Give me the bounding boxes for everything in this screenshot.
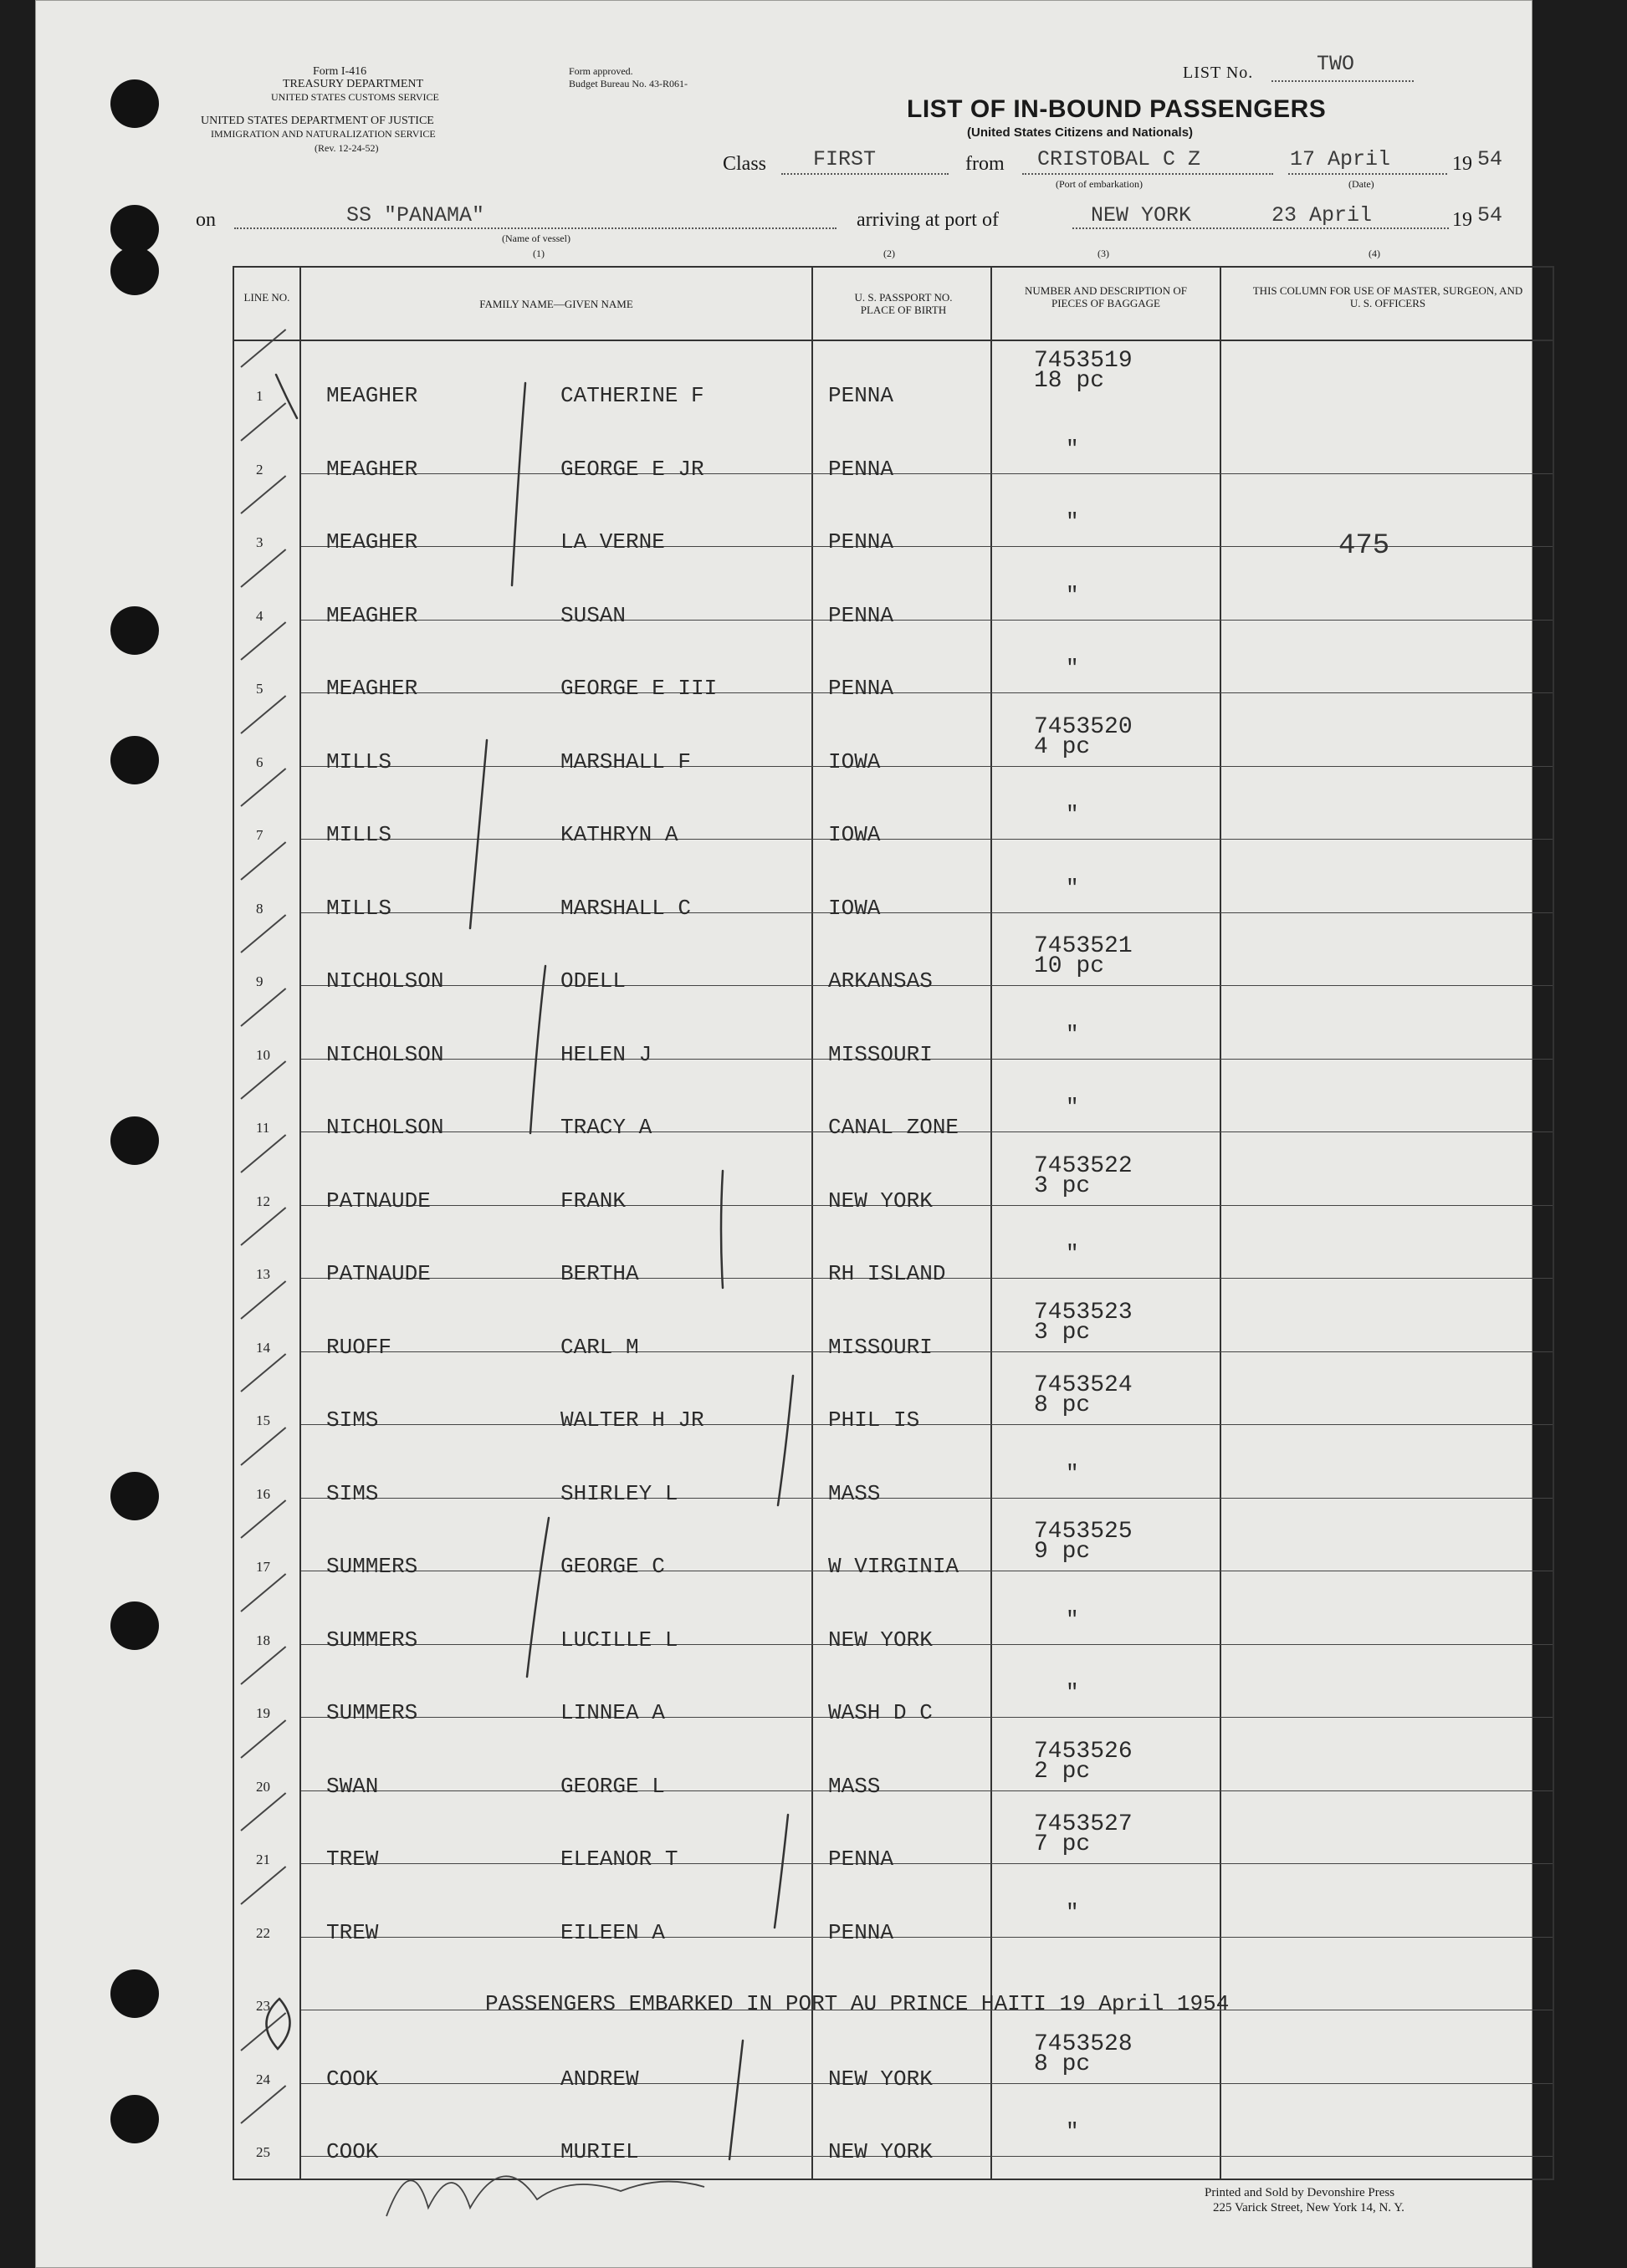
baggage-pieces: 8 pc bbox=[1034, 1392, 1091, 1418]
col-header-name: FAMILY NAME—GIVEN NAME bbox=[479, 298, 633, 310]
officer-note: 475 bbox=[1338, 530, 1390, 562]
line-number: 14 bbox=[256, 1339, 270, 1356]
arrival-year: 54 bbox=[1477, 203, 1503, 227]
ditto-mark: " bbox=[1066, 802, 1079, 827]
given-name: GEORGE E III bbox=[560, 676, 718, 701]
col1-caption: (1) bbox=[533, 248, 545, 259]
line-number: 5 bbox=[256, 681, 263, 697]
family-name: MEAGHER bbox=[326, 383, 418, 408]
family-name: SIMS bbox=[326, 1480, 379, 1506]
given-name: MARSHALL C bbox=[560, 895, 692, 921]
ditto-mark: " bbox=[1066, 1095, 1079, 1120]
place-of-birth: PENNA bbox=[828, 1847, 894, 1872]
line-number: 9 bbox=[256, 973, 263, 989]
place-of-birth: ARKANSAS bbox=[828, 968, 933, 994]
place-of-birth: RH ISLAND bbox=[828, 1261, 946, 1286]
baggage-pieces: 2 pc bbox=[1034, 1758, 1091, 1785]
place-of-birth: PENNA bbox=[828, 529, 894, 554]
vessel-name: SS "PANAMA" bbox=[346, 203, 485, 227]
baggage-number: 7453525 bbox=[1034, 1519, 1133, 1545]
given-name: MURIEL bbox=[560, 2139, 639, 2164]
family-name: NICHOLSON bbox=[326, 1115, 444, 1140]
printer-line-2: 225 Varick Street, New York 14, N. Y. bbox=[1213, 2201, 1404, 2214]
line-number: 10 bbox=[256, 1046, 270, 1063]
line-number: 23 bbox=[256, 1998, 270, 2014]
ditto-mark: " bbox=[1066, 582, 1079, 608]
col-header-passport: U. S. PASSPORT NO. PLACE OF BIRTH bbox=[854, 291, 953, 316]
family-name: TREW bbox=[326, 1847, 379, 1872]
given-name: LA VERNE bbox=[560, 529, 665, 554]
given-name: BERTHA bbox=[560, 1261, 639, 1286]
year-prefix-2: 19 bbox=[1452, 209, 1472, 231]
line-number: 4 bbox=[256, 607, 263, 624]
place-of-birth: NEW YORK bbox=[828, 1627, 933, 1652]
arrival-date: 23 April bbox=[1271, 203, 1373, 227]
place-of-birth: IOWA bbox=[828, 748, 881, 774]
place-of-birth: WASH D C bbox=[828, 1700, 933, 1725]
family-name: MEAGHER bbox=[326, 602, 418, 628]
given-name: WALTER H JR bbox=[560, 1407, 704, 1433]
place-of-birth: PHIL IS bbox=[828, 1407, 920, 1433]
place-of-birth: PENNA bbox=[828, 676, 894, 701]
line-number: 21 bbox=[256, 1852, 270, 1867]
line-number: 20 bbox=[256, 1778, 270, 1795]
family-name: TREW bbox=[326, 1919, 379, 1945]
embark-port: CRISTOBAL C Z bbox=[1037, 147, 1201, 171]
place-of-birth: NEW YORK bbox=[828, 1188, 933, 1213]
document-page bbox=[35, 0, 1532, 2268]
section-banner: PASSENGERS EMBARKED IN PORT AU PRINCE HAITI 19 April 1954 bbox=[485, 1991, 1230, 2016]
arrival-port: NEW YORK bbox=[1091, 203, 1192, 227]
line-number: 12 bbox=[256, 1193, 270, 1209]
place-of-birth: MASS bbox=[828, 1480, 881, 1506]
list-no-label: LIST No. bbox=[1183, 64, 1254, 82]
baggage-pieces: 3 pc bbox=[1034, 1172, 1091, 1199]
family-name: RUOFF bbox=[326, 1334, 392, 1360]
line-number: 8 bbox=[256, 900, 263, 917]
ditto-mark: " bbox=[1066, 436, 1079, 462]
treasury-dept: TREASURY DEPARTMENT bbox=[283, 78, 424, 90]
class-value: FIRST bbox=[813, 147, 877, 171]
family-name: MEAGHER bbox=[326, 529, 418, 554]
baggage-pieces: 8 pc bbox=[1034, 2051, 1091, 2077]
line-number: 1 bbox=[256, 388, 263, 404]
baggage-number: 7453523 bbox=[1034, 1299, 1133, 1326]
ditto-mark: " bbox=[1066, 1241, 1079, 1266]
given-name: MARSHALL F bbox=[560, 748, 692, 774]
given-name: LUCILLE L bbox=[560, 1627, 678, 1652]
vessel-caption: (Name of vessel) bbox=[502, 232, 570, 244]
family-name: SIMS bbox=[326, 1407, 379, 1433]
ditto-mark: " bbox=[1066, 509, 1079, 534]
family-name: PATNAUDE bbox=[326, 1261, 431, 1286]
baggage-pieces: 18 pc bbox=[1034, 368, 1105, 394]
line-number: 15 bbox=[256, 1412, 270, 1428]
baggage-number: 7453522 bbox=[1034, 1152, 1133, 1179]
ditto-mark: " bbox=[1066, 2119, 1079, 2144]
family-name: SUMMERS bbox=[326, 1700, 418, 1725]
family-name: SUMMERS bbox=[326, 1627, 418, 1652]
year-prefix: 19 bbox=[1452, 153, 1472, 175]
ditto-mark: " bbox=[1066, 1680, 1079, 1705]
given-name: SUSAN bbox=[560, 602, 627, 628]
place-of-birth: CANAL ZONE bbox=[828, 1115, 959, 1140]
on-label: on bbox=[196, 209, 216, 231]
baggage-number: 7453521 bbox=[1034, 933, 1133, 959]
customs-service: UNITED STATES CUSTOMS SERVICE bbox=[271, 91, 439, 103]
given-name: CARL M bbox=[560, 1334, 639, 1360]
line-number: 16 bbox=[256, 1485, 270, 1502]
place-of-birth: NEW YORK bbox=[828, 2139, 933, 2164]
form-number: Form I-416 bbox=[313, 65, 367, 78]
family-name: MEAGHER bbox=[326, 676, 418, 701]
given-name: GEORGE L bbox=[560, 1773, 665, 1799]
ditto-mark: " bbox=[1066, 1899, 1079, 1925]
list-no-value: TWO bbox=[1317, 52, 1355, 76]
ditto-mark: " bbox=[1066, 1606, 1079, 1632]
line-number: 22 bbox=[256, 1924, 270, 1941]
line-number: 7 bbox=[256, 827, 263, 843]
place-of-birth: PENNA bbox=[828, 456, 894, 482]
given-name: GEORGE C bbox=[560, 1554, 665, 1579]
given-name: KATHRYN A bbox=[560, 822, 678, 847]
family-name: MEAGHER bbox=[326, 456, 418, 482]
family-name: MILLS bbox=[326, 822, 392, 847]
given-name: ANDREW bbox=[560, 2066, 639, 2092]
ditto-mark: " bbox=[1066, 1021, 1079, 1047]
given-name: GEORGE E JR bbox=[560, 456, 704, 482]
family-name: SUMMERS bbox=[326, 1554, 418, 1579]
place-of-birth: MISSOURI bbox=[828, 1334, 933, 1360]
given-name: SHIRLEY L bbox=[560, 1480, 678, 1506]
budget-bureau: Budget Bureau No. 43-R061- bbox=[569, 78, 688, 89]
line-number: 3 bbox=[256, 534, 263, 550]
place-of-birth: PENNA bbox=[828, 1919, 894, 1945]
place-of-birth: PENNA bbox=[828, 383, 894, 408]
baggage-pieces: 4 pc bbox=[1034, 733, 1091, 760]
line-number: 6 bbox=[256, 753, 263, 770]
given-name: ODELL bbox=[560, 968, 627, 994]
given-name: FRANK bbox=[560, 1188, 627, 1213]
col-header-line: LINE NO. bbox=[243, 291, 290, 304]
given-name: HELEN J bbox=[560, 1041, 652, 1067]
family-name: MILLS bbox=[326, 748, 392, 774]
place-of-birth: IOWA bbox=[828, 895, 881, 921]
line-number: 13 bbox=[256, 1266, 270, 1282]
given-name: LINNEA A bbox=[560, 1700, 665, 1725]
baggage-number: 7453527 bbox=[1034, 1811, 1133, 1837]
given-name: ELEANOR T bbox=[560, 1847, 678, 1872]
document-title: LIST OF IN-BOUND PASSENGERS bbox=[907, 95, 1327, 123]
line-number: 25 bbox=[256, 2144, 270, 2160]
place-of-birth: MISSOURI bbox=[828, 1041, 933, 1067]
family-name: COOK bbox=[326, 2139, 379, 2164]
place-of-birth: MASS bbox=[828, 1773, 881, 1799]
document-subtitle: (United States Citizens and Nationals) bbox=[967, 125, 1194, 140]
ditto-mark: " bbox=[1066, 1460, 1079, 1486]
from-label: from bbox=[965, 153, 1005, 175]
family-name: NICHOLSON bbox=[326, 1041, 444, 1067]
place-of-birth: IOWA bbox=[828, 822, 881, 847]
embark-year: 54 bbox=[1477, 147, 1503, 171]
family-name: NICHOLSON bbox=[326, 968, 444, 994]
justice-dept: UNITED STATES DEPARTMENT OF JUSTICE bbox=[201, 115, 434, 127]
place-of-birth: W VIRGINIA bbox=[828, 1554, 959, 1579]
col3-caption: (3) bbox=[1097, 248, 1109, 259]
port-caption: (Port of embarkation) bbox=[1056, 178, 1143, 190]
ditto-mark: " bbox=[1066, 656, 1079, 681]
printer-line-1: Printed and Sold by Devonshire Press bbox=[1205, 2186, 1395, 2199]
line-number: 18 bbox=[256, 1632, 270, 1648]
baggage-number: 7453519 bbox=[1034, 348, 1133, 374]
line-number: 24 bbox=[256, 2071, 270, 2087]
given-name: CATHERINE F bbox=[560, 383, 704, 408]
form-approved: Form approved. bbox=[569, 65, 633, 77]
family-name: MILLS bbox=[326, 895, 392, 921]
family-name: SWAN bbox=[326, 1773, 379, 1799]
line-number: 11 bbox=[256, 1120, 270, 1136]
baggage-number: 7453528 bbox=[1034, 2030, 1133, 2057]
handwritten-marks bbox=[35, 0, 1532, 2268]
line-number: 17 bbox=[256, 1559, 270, 1575]
line-number: 2 bbox=[256, 461, 263, 478]
col-header-officers: THIS COLUMN FOR USE OF MASTER, SURGEON, AND U. S. OFFICERS bbox=[1252, 284, 1523, 309]
baggage-number: 7453524 bbox=[1034, 1372, 1133, 1398]
col-header-baggage: NUMBER AND DESCRIPTION OF PIECES OF BAGGAGE bbox=[1025, 284, 1187, 309]
family-name: COOK bbox=[326, 2066, 379, 2092]
col4-caption: (4) bbox=[1369, 248, 1380, 259]
revision: (Rev. 12-24-52) bbox=[315, 142, 379, 154]
place-of-birth: NEW YORK bbox=[828, 2066, 933, 2092]
class-label: Class bbox=[723, 153, 767, 175]
given-name: EILEEN A bbox=[560, 1919, 665, 1945]
date-caption: (Date) bbox=[1348, 178, 1374, 190]
baggage-number: 7453520 bbox=[1034, 713, 1133, 740]
place-of-birth: PENNA bbox=[828, 602, 894, 628]
baggage-number: 7453526 bbox=[1034, 1738, 1133, 1765]
baggage-pieces: 3 pc bbox=[1034, 1319, 1091, 1346]
baggage-pieces: 10 pc bbox=[1034, 953, 1105, 979]
baggage-pieces: 7 pc bbox=[1034, 1831, 1091, 1857]
embark-date: 17 April bbox=[1290, 147, 1391, 171]
given-name: TRACY A bbox=[560, 1115, 652, 1140]
ins-line: IMMIGRATION AND NATURALIZATION SERVICE bbox=[211, 128, 436, 140]
family-name: PATNAUDE bbox=[326, 1188, 431, 1213]
arriving-label: arriving at port of bbox=[857, 209, 999, 231]
baggage-pieces: 9 pc bbox=[1034, 1539, 1091, 1565]
col2-caption: (2) bbox=[883, 248, 895, 259]
line-number: 19 bbox=[256, 1705, 270, 1721]
ditto-mark: " bbox=[1066, 875, 1079, 901]
